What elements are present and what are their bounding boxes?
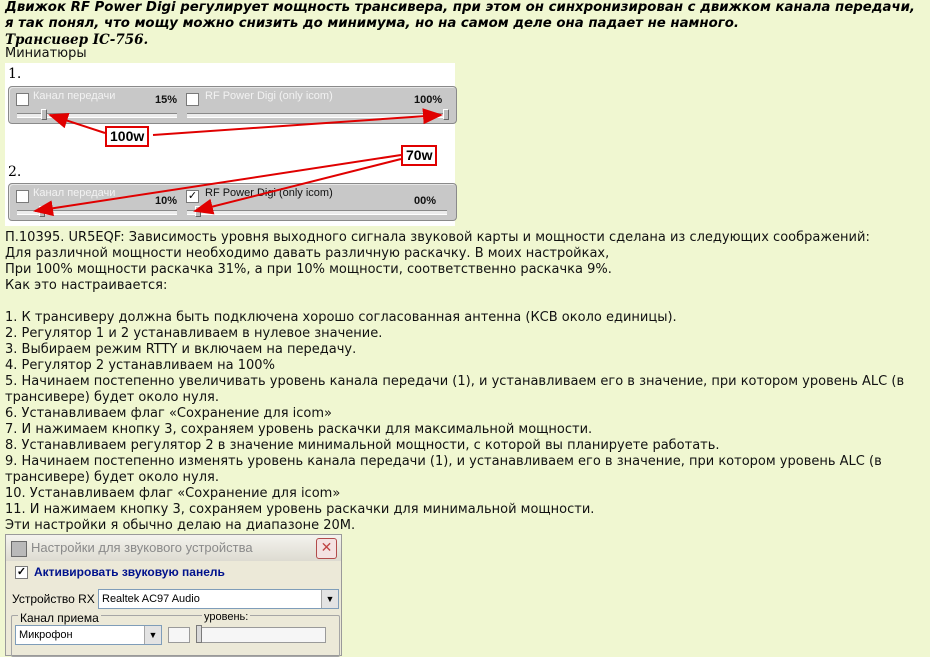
dialog-titlebar[interactable] <box>6 535 341 561</box>
level-slider-thumb[interactable] <box>196 625 202 643</box>
rx-device-label: Устройство RX <box>12 592 95 606</box>
annotation-100w: 100w <box>105 126 149 147</box>
channel-select[interactable] <box>15 625 162 645</box>
level-label: уровень: <box>204 611 249 623</box>
activate-label: Активировать звуковую панель <box>34 565 225 579</box>
post-line: 3. Выбираем режим RTTY и включаем на передачу. <box>5 342 357 357</box>
post-line: П.10395. UR5EQF: Зависимость уровня выходного сигнала звуковой карты и мощности сделана из следующих соображений: <box>5 230 870 245</box>
arrow-100w-channel <box>50 115 105 133</box>
level-small-box[interactable] <box>168 627 190 643</box>
rf-label-1: RF Power Digi (only icom) <box>205 90 333 102</box>
rf-checkbox-2[interactable]: ✓ <box>187 189 198 202</box>
activate-panel-option[interactable] <box>15 565 225 579</box>
rf-label-2: RF Power Digi (only icom) <box>205 187 333 199</box>
post-line: Для различной мощности необходимо давать различную раскачку. В моих настройках, <box>5 246 610 261</box>
activate-checkbox[interactable]: ✓ <box>16 566 27 579</box>
post-line: 8. Устанавливаем регулятор 2 в значение минимальной мощности, с которой вы планируете работать. <box>5 438 720 453</box>
chevron-down-icon[interactable]: ▼ <box>321 590 338 608</box>
close-button[interactable]: ✕ <box>316 538 337 559</box>
post-line: 11. И нажимаем кнопку 3, сохраняем уровень раскачки для минимальной мощности. <box>5 502 595 517</box>
post-line: Эти настройки я обычно делаю на диапазоне 20М. <box>5 518 356 533</box>
post-line: 2. Регулятор 1 и 2 устанавливаем в нулевое значение. <box>5 326 383 341</box>
post-line: 7. И нажимаем кнопку 3, сохраняем уровень раскачки для максимальной мощности. <box>5 422 593 437</box>
shot-number-2: 2. <box>8 164 22 180</box>
transceiver-title: Трансивер IC-756. <box>5 32 149 48</box>
annotation-arrows <box>5 63 455 226</box>
post-line: 4. Регулятор 2 устанавливаем на 100% <box>5 358 275 373</box>
arrow-100w-rf <box>153 115 441 135</box>
post-line: 9. Начинаем постепенно изменять уровень канала передачи (1), и устанавливаем его в значение, при котором уровень ALC (в трансивере) будет около нуля. <box>5 454 882 485</box>
channel-value-2: 10% <box>155 195 178 207</box>
thumbnails-label: Миниатюры <box>5 46 87 61</box>
post-line: 5. Начинаем постепенно увеличивать уровень канала передачи (1), и устанавливаем его в значение, при котором уровень ALC (в трансивере) будет около нуля. <box>5 374 905 405</box>
arrow-70w-channel <box>35 155 401 211</box>
settings-icon <box>11 541 27 557</box>
post-line: При 100% мощности раскачка 31%, а при 10% мощности, соответственно раскачка 9%. <box>5 262 612 277</box>
post-body <box>5 230 920 534</box>
dialog-title: Настройки для звукового устройства <box>31 540 253 555</box>
post-line: 1. К трансиверу должна быть подключена хорошо согласованная антенна (КСВ около единицы). <box>5 310 677 325</box>
receive-channel-label: Канал приема <box>20 611 99 625</box>
intro-text: Движок RF Power Digi регулирует мощность трансивера, при этом он синхронизирован с движком канала передачи, я так понял, что мощу можно снизить до минимума, но на самом деле она падает не намного. <box>5 0 915 31</box>
channel-value-1: 15% <box>155 94 178 106</box>
rx-device-value: Realtek AC97 Audio <box>102 593 200 605</box>
arrow-70w-rf <box>195 159 401 211</box>
annotation-70w: 70w <box>401 145 437 166</box>
channel-select-value: Микрофон <box>19 629 73 641</box>
rx-device-select[interactable] <box>98 589 339 609</box>
rf-value-2: 00% <box>414 195 437 207</box>
chevron-down-icon[interactable]: ▼ <box>144 626 161 644</box>
shot-number-1: 1. <box>8 66 22 82</box>
post-line: Как это настраивается: <box>5 278 168 293</box>
rf-value-1: 100% <box>414 94 443 106</box>
post-line: 10. Устанавливаем флаг «Сохранение для icom» <box>5 486 341 501</box>
level-slider[interactable] <box>196 627 326 643</box>
channel-label-2: Канал передачи <box>33 187 116 199</box>
post-line: 6. Устанавливаем флаг «Сохранение для icom» <box>5 406 332 421</box>
post-line <box>5 294 920 310</box>
channel-label-1: Канал передачи <box>33 90 116 102</box>
sound-settings-dialog <box>5 534 342 656</box>
post-intro <box>5 0 925 48</box>
slider-screenshot[interactable] <box>5 63 455 226</box>
